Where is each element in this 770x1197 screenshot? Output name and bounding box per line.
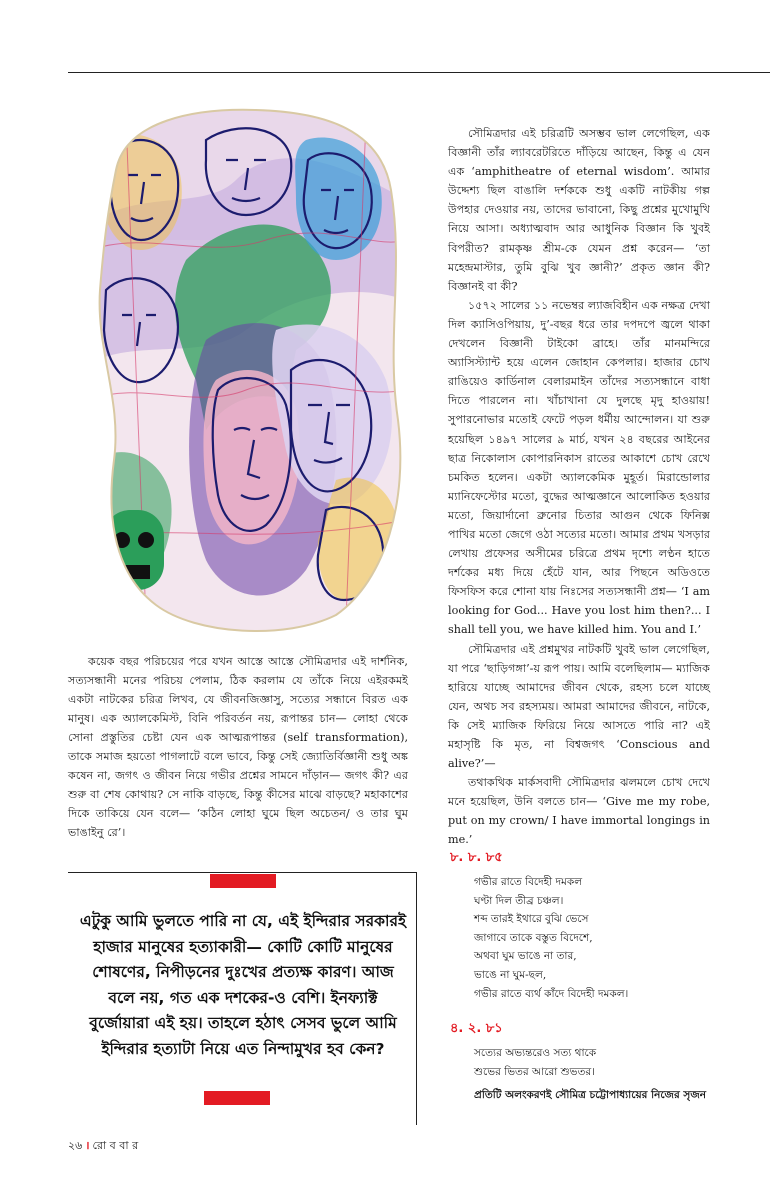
red-accent-bar: [204, 1091, 270, 1105]
poem-line: সত্যের অভ্যন্তরেও সত্য থাকে: [474, 1047, 597, 1060]
poem-line: ঘণ্টা দিল তীব্র চঞ্চল।: [474, 894, 564, 907]
painted-faces-illustration: [86, 100, 408, 635]
poems-section: [450, 848, 720, 1097]
page-number: ২৬: [68, 1139, 83, 1152]
pull-quote: এটুকু আমি ভুলতে পারি না যে, এই ইন্দিরার সরকারই হাজার মানুষের হত্যাকারী— কোটি কোটি মানুষের শোষণের, নিপীড়নের দুঃখের প্রত্যক্ষ কারণ। আজ বলে নয়, গত এক দশকের-ও বেশি। ইনফ্যাক্ট বুর্জোয়ারা এই হয়। তাহলে হঠাৎ সেসব ভুলে আমি ইন্দিরার হত্যাটা নিয়ে এত নিন্দামুখর হব কেন?: [79, 912, 407, 1058]
left-column: [68, 652, 408, 842]
poem-date: ৮. ৮. ৮৫: [450, 850, 503, 865]
poem: [474, 1044, 720, 1081]
poem-line: জাগাবে তাকে বস্তুত বিদেশে,: [474, 931, 593, 944]
magazine-name: রো ব বা র: [92, 1139, 139, 1152]
body-paragraph: তথাকথিক মার্কসবাদী সৌমিত্রদার ঝলমলে চোখ দেখে মনে হয়েছিল, উনি বলতে চান— ‘Give me my robe, put on my crown/ I have immortal longings in me.’: [448, 776, 710, 847]
poem-line: শব্দ তারই ইথারে বুঝি ভেসে: [474, 913, 589, 926]
pull-quote-box: [68, 872, 417, 1125]
poem-line: গভীর রাতে বিদেহী দমকল: [474, 876, 583, 888]
poem: [474, 873, 720, 1003]
footer-separator: ।: [85, 1139, 90, 1152]
poem-line: গভীর রাতে ব্যর্থ কাঁদে বিদেহী দমকল।: [474, 987, 629, 1000]
page-footer: [68, 1137, 138, 1156]
poem-date: ৪. ২. ৮১: [450, 1021, 503, 1037]
illustration-credit: প্রতিটি অলংকরণই সৌমিত্র চট্টোপাধ্যায়ের নিজের সৃজন: [474, 1089, 706, 1101]
poem-line: ভাঙে না ঘুম-ছল,: [474, 968, 547, 981]
top-rule: [68, 72, 770, 73]
poem-line: অথবা ঘুম ভাঙে না তার,: [474, 950, 577, 963]
right-column: [448, 124, 710, 850]
poem-line: শুভের ভিতর আরো শুভতর।: [474, 1065, 595, 1078]
body-paragraph: সৌমিত্রদার এই চরিত্রটি অসম্ভব ভাল লেগেছিল, এক বিজ্ঞানী তাঁর ল্যাবরেটরিতে দাঁড়িয়ে আছেন, কিন্তু এ যেন এক ‘amphitheatre of eternal wisdom’. আমার উদ্দেশ্য ছিল বাঙালি দর্শককে শুধু একটি নাটকীয় গল্প উপহার দেওয়ার নয়, তাদের ভাবানো, কিছু প্রশ্নের মুখোমুখি নিয়ে আসা। অধ্যাত্মবাদ আর আধুনিক বিজ্ঞান কি খুবই বিপরীত? রামকৃষ্ণ শ্রীম-কে যেমন প্রশ্ন করেন— ‘তা মহেন্দ্রমাস্টার, তুমি বুঝি খুব জ্ঞানী?’ প্রকৃত জ্ঞান কী? বিজ্ঞানই বা কী?: [448, 127, 710, 293]
body-paragraph: ১৫৭২ সালের ১১ নভেম্বর ল্যাজবিহীন এক নক্ষত্র দেখা দিল ক্যাসিওপিয়ায়, দু’-বছর ধরে তার দপদপে জ্বলে থাকা দেখলেন বিজ্ঞানী টাইকো ব্রাহে। তাঁর মানমন্দিরে অ্যাসিস্ট্যান্ট হয়ে এলেন জোহান কেপলার। হাজার চোখ রাঙিয়েও কার্ডিনাল বেলারমাইন তাঁদের সত্যসন্ধানে বাধা দিতে পারলেন না। খাঁচাখানা যে দুলছে মৃদু হাওয়ায়! সুপারনোভার মতোই ফেটে পড়ল ধর্মীয় আন্দোলন। যা শুরু হয়েছিল ১৪৯৭ সালের ৯ মার্চ, যখন ২৪ বছরের আইনের ছাত্র নিকোলাস কোপারনিকাস রাতের আকাশে চোখ রেখে চমকিত হলেন। একটা অ্যালকেমিক মুহূর্ত। মিরান্ডোলার ম্যানিফেস্টোর মতো, বুদ্ধের আত্মজ্ঞানে আলোকিত হওয়ার মতো, জিয়ার্দানো ব্রুনোর চিতার আগুন থেকে ফিনিক্স পাখির মতো জেগে ওঠা সত্যের মতো। আমার প্রথম খসড়ার লেখায় প্রফেসর অসীমের চরিত্রে প্রথম দৃশ্যে লণ্ঠন হাতে দর্শকের মধ্য দিয়ে হেঁটে যান, আর পিছনে অডিওতে ফিসফিস করে শোনা যায় নিঃসের সত্যসন্ধানী প্রশ্ন— ‘I am looking for God... Have you lost him then?... I shall tell you, we have killed him. You and I.’: [448, 298, 710, 637]
body-paragraph: কয়েক বছর পরিচয়ের পরে যখন আস্তে আস্তে সৌমিত্রদার এই দার্শনিক, সত্যসন্ধানী মনের পরিচয় পেলাম, ঠিক করলাম যে তাঁকে নিয়ে এইরকমই একটা নাটকের চরিত্র লিখব, যে জীবনজিজ্ঞাসু, সত্যের সন্ধানে বিরত এক মানুষ। এক অ্যালকেমিস্ট, বিনি পরিবর্তন নয়, রূপান্তর চান— লোহা থেকে সোনা প্রস্তুতির চেষ্টা যেন এক আত্মরূপান্তর (self transformation), তাকে সমাজ হয়তো পাগলাটে বলে ভাবে, কিন্তু সেই জ্যোতির্বিজ্ঞানী শুধু অঙ্ক কষেন না, জগৎ ও জীবন নিয়ে গভীর প্রশ্নের সামনে দাঁড়ান— জগৎ কী? এর শুরু বা শেষ কোথায়? সে নাকি বাড়ছে, কিন্তু কীসের মাঝে বাড়ছে? মহাকাশের দিকে তাকিয়ে যেন বলে— ‘কঠিন লোহা ঘুমে ছিল অচেতন/ ও তার ঘুম ভাঙাইনু রে’।: [68, 655, 408, 839]
red-accent-bar: [210, 874, 276, 888]
body-paragraph: সৌমিত্রদার এই প্রশ্নমুখর নাটকটি খুবই ভাল লেগেছিল, যা পরে ‘ছাড়িগঙ্গা’-য় রূপ পায়। আমি বলেছিলাম— ম্যাজিক হারিয়ে যাচ্ছে আমাদের জীবন থেকে, রহস্য চলে যাচ্ছে যেন, অথচ সব রহস্যময়। আমরা আমাদের জীবনে, নাটকে, কি সেই ম্যাজিক ফিরিয়ে নিয়ে আসতে পারি না? এই মহাসৃষ্টি কি মৃত, না বিশ্বজগৎ ‘Conscious and alive?’—: [448, 642, 710, 771]
